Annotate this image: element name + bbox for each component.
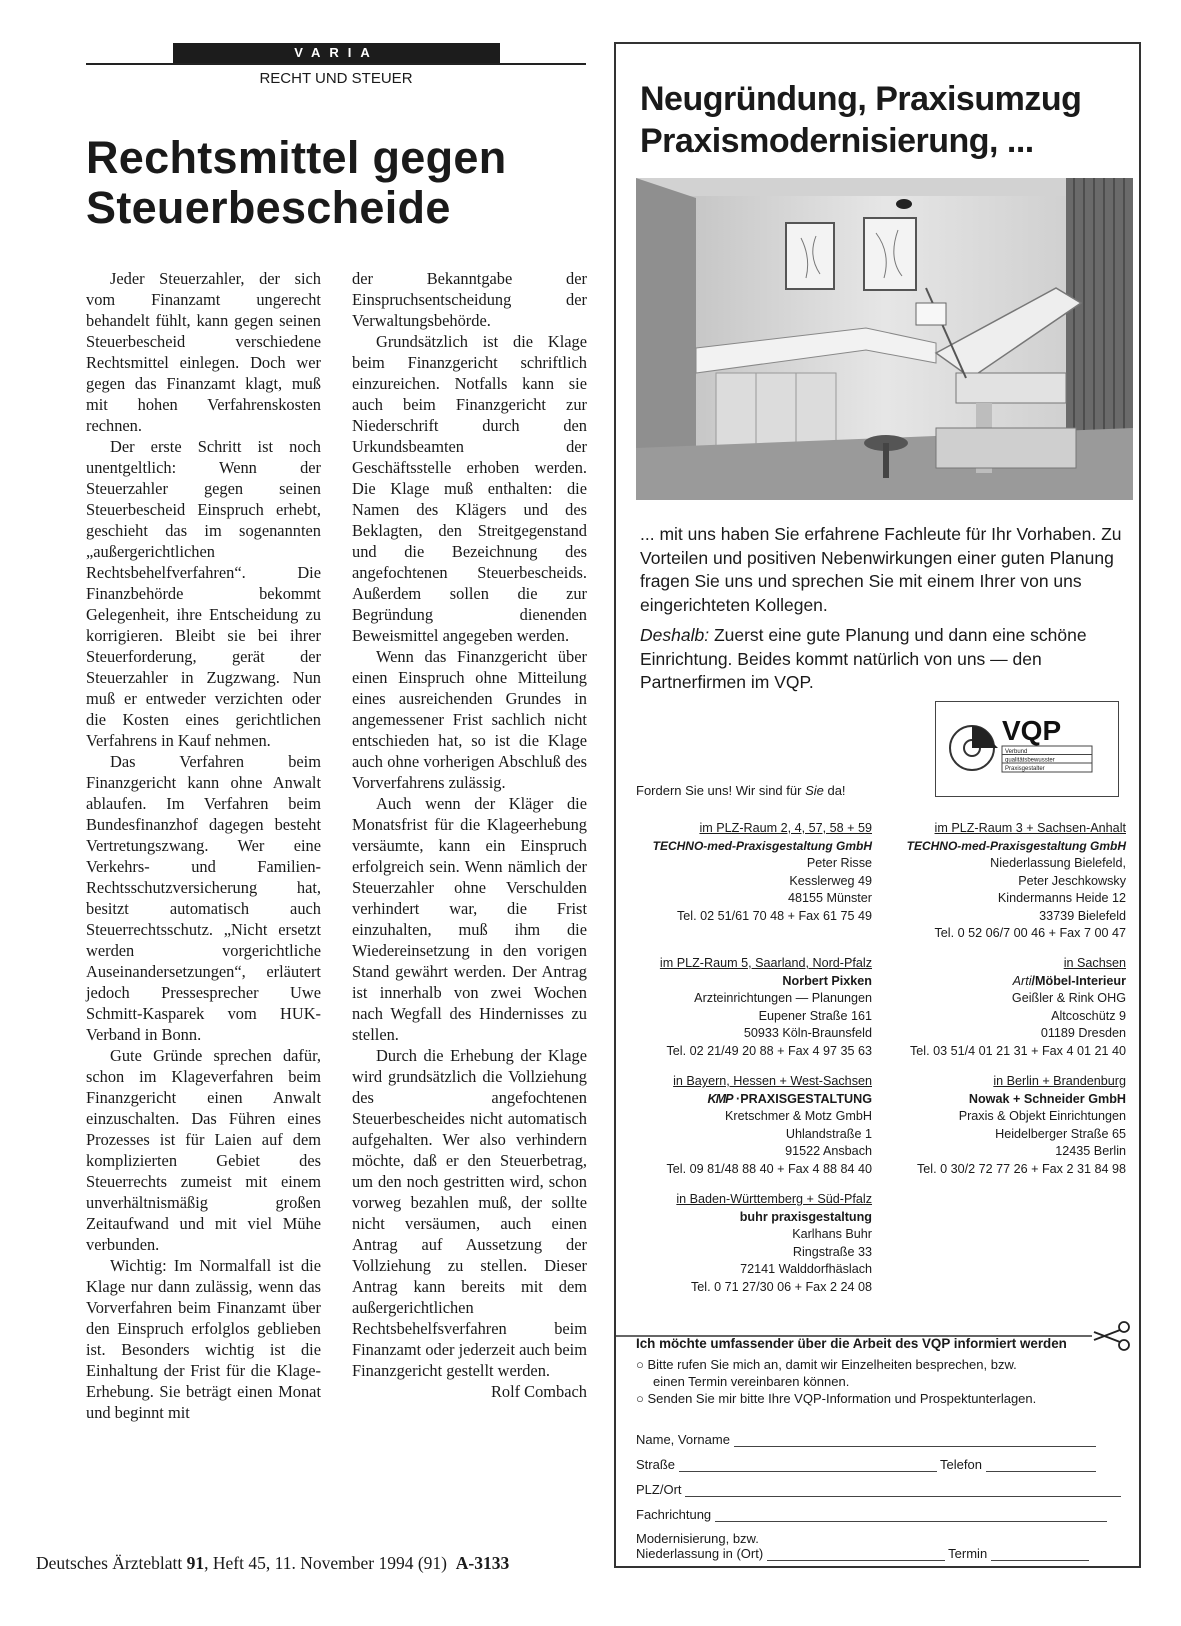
option-label: Bitte rufen Sie mich an, damit wir Einzelheiten besprechen, bzw. [647, 1357, 1017, 1372]
paragraph: Wichtig: Im Normalfall ist die Klage nur dann zulässig, wenn das Vorverfahren beim Finanzamt über den Einspruch erfolglos geblieben ist. Besonders wichtig ist die Einhaltung der Frist für die Klage-Erhebung. Sie beträgt einen Monat und beginnt mit [86, 1256, 321, 1422]
vqp-logo-icon [936, 702, 1117, 795]
author-byline: Rolf Combach [490, 1382, 587, 1401]
specialty-field[interactable] [636, 1507, 1107, 1522]
dealer-line: 91522 Ansbach [785, 1144, 872, 1158]
dealer-line: Kretschmer & Motz GmbH [725, 1109, 872, 1123]
checkbox-circle-icon[interactable]: ○ [636, 1391, 644, 1406]
dealer-line: Heidelberger Straße 65 [995, 1126, 1126, 1141]
dealer-region: in Baden-Württemberg + Süd-Pfalz [676, 1192, 872, 1206]
vqp-logo-box [935, 701, 1119, 797]
dealer-company-row: Arti/Möbel-Interieur [1012, 973, 1126, 988]
paragraph: Jeder Steuerzahler, der sich vom Finanzamt ungerecht behandelt fühlt, kann gegen seinen Steuerbescheid verschiedene Rechtsmittel einlegen. Doch wer gegen das Finanzamt klagt, muß mit hohen Verfahrenskosten rechnen. [86, 269, 321, 435]
dealer-line: Geißler & Rink OHG [1011, 991, 1126, 1005]
ad-emphasis: Deshalb: [640, 625, 710, 645]
headline-line-2: Steuerbescheide [86, 182, 451, 233]
zip-input-line[interactable] [685, 1486, 1121, 1497]
dealer-line: Tel. 02 51/61 70 48 + Fax 61 75 49 [677, 908, 872, 923]
dealer-entry [880, 1073, 1126, 1178]
dealer-line: Eupener Straße 161 [758, 1008, 872, 1023]
dealer-region: im PLZ-Raum 3 + Sachsen-Anhalt [934, 821, 1126, 835]
paragraph: Durch die Erhebung der Klage wird grundsätzlich die Vollziehung des angefochtenen Steuerbescheides nicht automatisch aufgehalten. Wer also verhindern möchte, daß er den Steuerbetrag, um den noch gestritten wird, schon vorweg bezahlen muß, der sollte nicht versäumen, auch einen Antrag auf Aussetzung der Vollziehung zu stellen. Dieser Antrag kann bereits mit dem außergerichtlichen Rechtsbehelfsverfahren beim Finanzamt oder jederzeit auch beim Finanzgericht gestellt werden. [352, 1046, 587, 1380]
ad-headline-line-2: Praxismodernisierung, ... [640, 122, 1034, 160]
article-column-2 [352, 268, 587, 1402]
dealer-region: in Sachsen [1063, 956, 1126, 970]
date-input-line[interactable] [991, 1550, 1089, 1561]
cta-emphasis: Sie [805, 783, 824, 798]
paragraph: Gute Gründe sprechen dafür, schon im Klageverfahren beim Finanzgericht einen Anwalt einzuschalten. Das Führen eines Prozesses ist für Laien auf dem komplizierten Gebiet des Steuerrechts zumeist mit einem unverhältnismäßig großen Zeitaufwand und mit viel Mühe verbunden. [86, 1046, 321, 1254]
dealer-line: Karlhans Buhr [792, 1227, 872, 1241]
paragraph: Wenn das Finanzgericht über einen Einspruch ohne Mitteilung eines ausreichenden Grundes in angemessener Frist sachlich nicht entschieden hat, so ist die Klage auch ohne vorherigen Abschluß des Vorverfahrens zulässig. [352, 647, 587, 792]
field-label: Fachrichtung [636, 1507, 712, 1522]
paragraph: Das Verfahren beim Finanzgericht kann ohne Anwalt ablaufen. Im Verfahren beim Bundesfinanzhof dagegen besteht Vertretungszwang. Wer eine Verkehrs- und Familien-Rechtsschutzversicherung hat, besitzt automatisch auch Steuerrechtsschutz. „Nicht ersetzt werden vorgerichtliche Auseinandersetzungen“, erläutert jedoch Pressesprecher Uwe Schmitt-Kasparek vom HUK-Verband in Bonn. [86, 752, 321, 1044]
dealer-line: Tel. 0 30/2 72 77 26 + Fax 2 31 84 98 [916, 1161, 1126, 1176]
cta-text: da! [823, 783, 846, 798]
dealer-company-row: KMP ·PRAXISGESTALTUNG [707, 1091, 872, 1106]
paragraph: Grundsätzlich ist die Klage beim Finanzgericht schriftlich einzureichen. Notfalls kann sie auch beim Finanzgericht zur Niederschrift durch den Urkundsbeamten der Geschäftsstelle erhoben werden. Die Klage muß enthalten: die Namen des Klägers und des Beklagten, den Streitgegenstand und die Bezeichnung des angefochtenen Steuerbescheids. Außerdem sollen die zur Begründung dienenden Beweismittel angegeben werden. [352, 332, 587, 645]
vqp-logo-sub-3: Praxisgestalter [1005, 766, 1045, 772]
dealer-line: Praxis & Objekt Einrichtungen [958, 1109, 1126, 1123]
dealer-line: Tel. 02 21/49 20 88 + Fax 4 97 35 63 [666, 1043, 872, 1058]
ad-body [640, 523, 1135, 702]
dealer-region: im PLZ-Raum 5, Saarland, Nord-Pfalz [659, 956, 872, 970]
name-field[interactable] [636, 1432, 1096, 1447]
dealer-line: Tel. 03 51/4 01 21 31 + Fax 4 01 21 40 [909, 1043, 1126, 1058]
ad-body-paragraph [640, 624, 1135, 695]
dealer-company: PRAXISGESTALTUNG [740, 1091, 872, 1106]
option-label: Senden Sie mir bitte Ihre VQP-Information und Prospektunterlagen. [647, 1391, 1037, 1406]
field-label: Modernisierung, bzw. [636, 1531, 759, 1546]
dealer-entry [620, 1191, 872, 1296]
dealer-line: Altcoschütz 9 [1051, 1008, 1126, 1023]
field-label: Name, Vorname [636, 1432, 730, 1447]
ad-body-text: Zuerst eine gute Planung und dann eine schöne Einrichtung. Beides kommt natürlich von uns — den Partnerfirmen im VQP. [640, 625, 1087, 692]
journal-volume: 91 [186, 1553, 205, 1573]
dealer-region: in Berlin + Brandenburg [993, 1074, 1126, 1088]
field-label: Straße [636, 1457, 676, 1472]
dealer-entry [620, 820, 872, 925]
dealer-line: Kindermanns Heide 12 [997, 891, 1126, 905]
option-label: einen Termin vereinbaren können. [653, 1374, 850, 1389]
dealer-entry [880, 955, 1126, 1060]
field-label: Termin [948, 1546, 988, 1561]
dealer-line: 48155 Münster [787, 891, 872, 905]
paragraph: Der erste Schritt ist noch unentgeltlich: Wenn der Steuerzahler gegen seinen Steuerbescheid Einspruch erhebt, geschieht das im sogenannten „außergerichtlichen Rechtsbehelfverfahren“. Die Finanzbehörde bekommt Gelegenheit, ihre Entscheidung zu korrigieren. Bleibt sie bei ihrer Steuerforderung, gerät der Steuerzahler in Zugzwang. Nun muß er entweder verzichten oder die Kosten eines gerichtlichen Verfahrens in Kauf nehmen. [86, 437, 321, 750]
vqp-logo-sub-1: Verbund [1005, 749, 1028, 755]
dealer-line: Ringstraße 33 [792, 1244, 872, 1259]
ad-body-paragraph: ... mit uns haben Sie erfahrene Fachleute für Ihr Vorhaben. Zu Vorteilen und positiven Nebenwirkungen einer guten Planung fragen Sie uns und sprechen Sie mit einem Ihrer von uns eingerichteten Kollegen. [640, 524, 1122, 615]
dealer-line: Kesslerweg 49 [789, 873, 872, 888]
header-rule [86, 63, 586, 65]
ad-headline-line-1: Neugründung, Praxisumzug [640, 80, 1082, 118]
modernization-field[interactable] [636, 1531, 1089, 1561]
article-column-1 [86, 268, 321, 1423]
street-input-line[interactable] [679, 1461, 937, 1472]
page-number: A-3133 [455, 1553, 510, 1573]
specialty-input-line[interactable] [715, 1511, 1107, 1522]
headline-line-1: Rechtsmittel gegen [86, 132, 507, 183]
dealer-line: Niederlassung Bielefeld, [990, 856, 1126, 870]
dealer-line: 50933 Köln-Braunsfeld [743, 1026, 872, 1040]
dealer-line: Tel. 09 81/48 88 40 + Fax 4 88 84 40 [666, 1161, 872, 1176]
dealer-region: in Bayern, Hessen + West-Sachsen [673, 1074, 872, 1088]
dealer-line: 12435 Berlin [1055, 1144, 1126, 1158]
field-label: Telefon [940, 1457, 982, 1472]
dealer-line: Tel. 0 52 06/7 00 46 + Fax 7 00 47 [934, 926, 1126, 940]
dealer-line: Tel. 0 71 27/30 06 + Fax 2 24 08 [691, 1279, 872, 1294]
dealer-line: Uhlandstraße 1 [785, 1126, 872, 1141]
dealer-company: TECHNO-med-Praxisgestaltung GmbH [906, 838, 1126, 853]
location-input-line[interactable] [767, 1550, 945, 1561]
dealer-company: Nowak + Schneider GmbH [968, 1091, 1126, 1106]
ad-headline [640, 78, 1130, 162]
paragraph: Auch wenn der Kläger die Monatsfrist für die Klageerhebung versäumte, kann ein Einspruch erfolgreich sein. Wenn nämlich der Steuerzahler ohne Verschulden verhindert war, die Frist einzuhalten, muß ihm die Wiedereinsetzung in den vorigen Stand gewährt werden. Der Antrag ist innerhalb von zwei Wochen nach Wegfall des Hindernisses zu stellen. [352, 794, 587, 1044]
dealer-company: buhr praxisgestaltung [739, 1209, 872, 1224]
coupon-heading: Ich möchte umfassender über die Arbeit des VQP informiert werden [636, 1336, 1067, 1351]
practice-room-photo [636, 178, 1133, 500]
journal-issue: , Heft 45, 11. November 1994 (91) [204, 1553, 447, 1573]
dealer-entry [620, 955, 872, 1060]
dealer-line: 01189 Dresden [1040, 1026, 1126, 1040]
cta-text: Fordern Sie uns! Wir sind für [636, 783, 806, 798]
coupon-option-info[interactable] [636, 1390, 1036, 1407]
name-input-line[interactable] [734, 1436, 1096, 1447]
dealer-line: 72141 Walddorfhäslach [740, 1262, 872, 1276]
dealer-entry [880, 820, 1126, 943]
page-footer [36, 1553, 509, 1574]
street-field[interactable] [636, 1457, 1096, 1472]
section-kicker: VARIA [173, 43, 500, 63]
vqp-logo-sub-2: qualitätsbewusster [1005, 757, 1055, 764]
practice-room-illustration [636, 178, 1133, 500]
article-headline [86, 133, 586, 233]
dealer-company: TECHNO-med-Praxisgestaltung GmbH [652, 838, 872, 853]
dealer-company: Möbel-Interieur [1035, 973, 1126, 988]
dealer-line: Peter Jeschkowsky [1018, 873, 1126, 888]
dealer-line: 33739 Bielefeld [1039, 908, 1126, 923]
scissors-icon [1094, 1322, 1129, 1350]
dealer-entry [620, 1073, 872, 1178]
coupon-option-call[interactable] [636, 1356, 1017, 1390]
journal-name: Deutsches Ärzteblatt [36, 1553, 183, 1573]
phone-input-line[interactable] [986, 1461, 1096, 1472]
ad-call-to-action [636, 783, 846, 798]
section-label: RECHT UND STEUER [259, 70, 413, 87]
paragraph: der Bekanntgabe der Einspruchsentscheidung der Verwaltungsbehörde. [352, 269, 587, 330]
checkbox-circle-icon[interactable]: ○ [636, 1357, 644, 1372]
dealer-region: im PLZ-Raum 2, 4, 57, 58 + 59 [699, 821, 872, 835]
dealer-company: Norbert Pixken [782, 973, 872, 988]
dealer-line: Arzteinrichtungen — Planungen [694, 991, 872, 1005]
zip-field[interactable] [636, 1482, 1121, 1497]
dealer-line: Peter Risse [806, 856, 872, 870]
field-label: Niederlassung in (Ort) [636, 1546, 764, 1561]
vqp-logo-text: VQP [1002, 715, 1062, 746]
field-label: PLZ/Ort [636, 1482, 682, 1497]
